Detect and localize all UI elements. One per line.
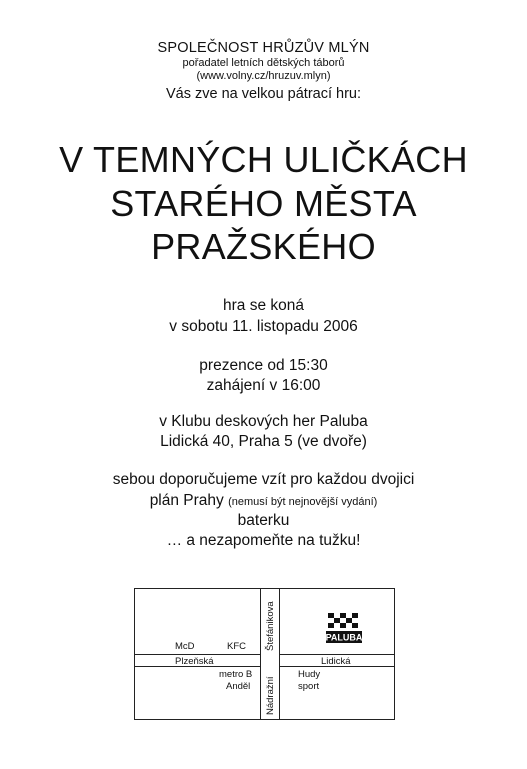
location-map	[134, 588, 395, 720]
bring-map	[0, 491, 527, 512]
bring-flashlight: baterku	[237, 512, 290, 529]
bring-intro: sebou doporučujeme vzít pro každou dvojici	[112, 471, 415, 488]
nadrazni-label: Nádražní	[265, 676, 276, 715]
metro-label: metro B	[219, 669, 253, 680]
venue-name: v Klubu deskových her Paluba	[159, 413, 368, 430]
bring-pencil: … a nezapomeňte na tužku!	[166, 532, 361, 549]
bring-map-label: plán Prahy	[149, 492, 224, 509]
kfc-label: KFC	[227, 641, 246, 652]
organization-name: SPOLEČNOST HRŮZŮV MLÝN	[157, 40, 370, 56]
paluba-logo-icon	[325, 611, 363, 647]
title-line-2: STARÉHO MĚSTA	[110, 183, 417, 224]
sport-label: sport	[298, 681, 320, 692]
hudy-label: Hudy	[298, 669, 321, 680]
organization-subtitle: pořadatel letních dětských táborů	[182, 57, 345, 69]
andel-label: Anděl	[226, 681, 251, 692]
organization-website: (www.volny.cz/hruzuv.mlyn)	[196, 70, 331, 82]
title-line-3: PRAŽSKÉHO	[151, 226, 376, 267]
paluba-logo-text: PALUBA	[325, 632, 363, 643]
invite-text: Vás zve na velkou pátrací hru:	[165, 86, 362, 102]
event-date: v sobotu 11. listopadu 2006	[169, 318, 358, 335]
event-intro: hra se koná	[223, 297, 304, 314]
registration-time: prezence od 15:30	[199, 357, 328, 374]
stefanikova-label: Štefánikova	[265, 601, 276, 651]
lidicka-label: Lidická	[321, 656, 351, 667]
bring-map-note: (nemusí být nejnovější vydání)	[228, 496, 378, 508]
start-time: zahájení v 16:00	[206, 377, 321, 394]
plzenska-label: Plzeňská	[175, 656, 214, 667]
mcd-label: McD	[175, 641, 195, 652]
venue-address: Lidická 40, Praha 5 (ve dvoře)	[160, 433, 367, 450]
title-line-1: V TEMNÝCH ULIČKÁCH	[59, 139, 468, 180]
